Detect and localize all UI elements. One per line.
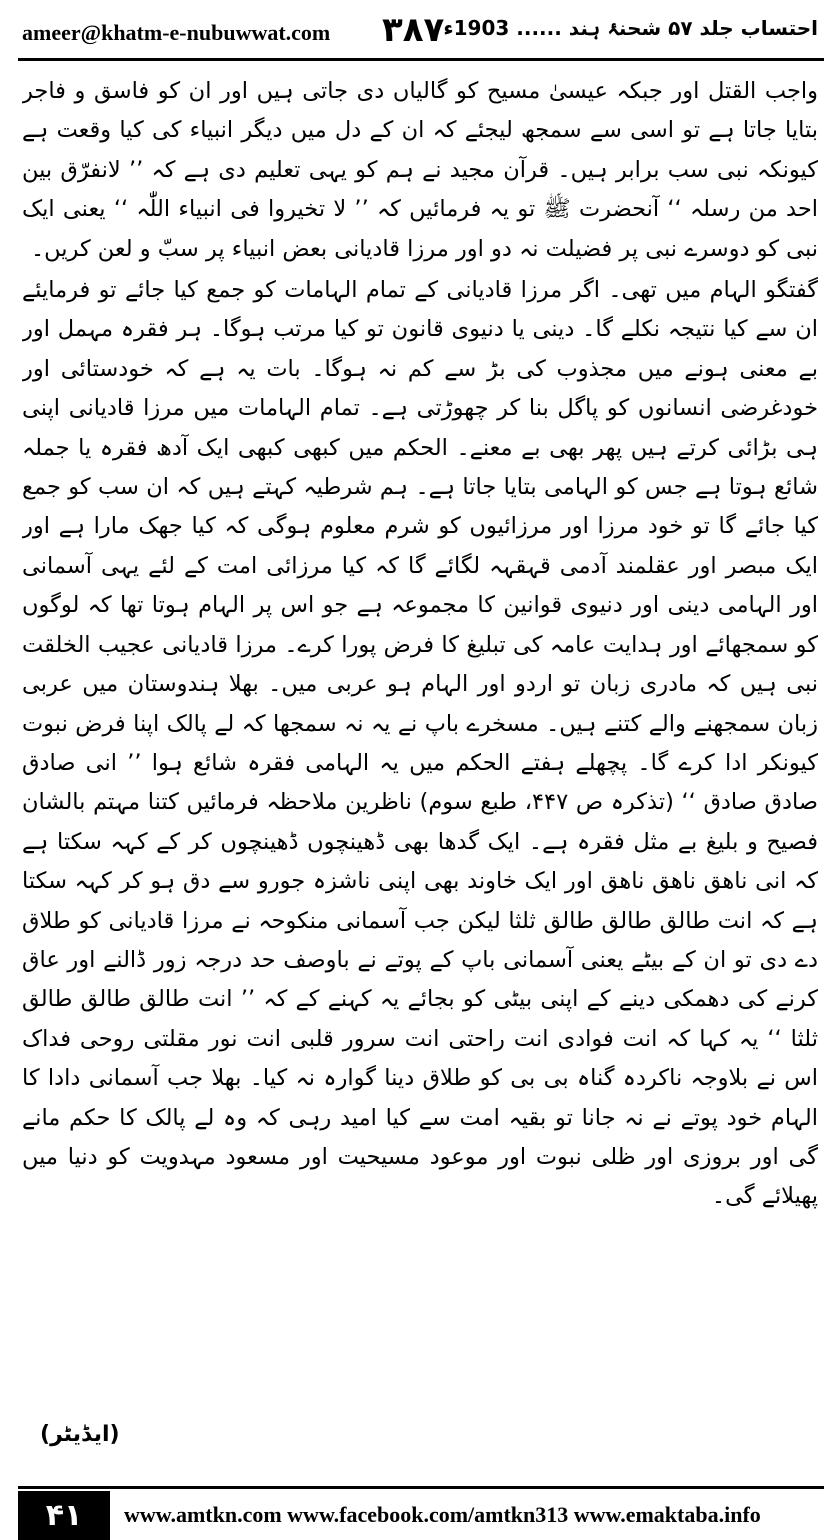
footer-page-badge: ۴۱ [18,1491,110,1540]
page-header [0,0,840,64]
footer-divider [18,1486,824,1489]
article-paragraph-2: گفتگو الہام میں تھی۔ اگر مرزا قادیانی کے تمام الہامات کو جمع کیا جائے تو فرمایئے ان سے کیا نتیجہ نکلے گا۔ دینی یا دنیوی قانون تو کیا مرتب ہوگا۔ ہر فقرہ مہمل اور بے معنی ہونے میں مجذوب کی بڑ سے کم نہ ہوگا۔ بات یہ ہے کہ خودستائی اور خودغرضی انسانوں کو پاگل بنا کر چھوڑتی ہے۔ تمام الہامات میں مرزا قادیانی اپنی ہی بڑائی کرتے ہیں پھر بھی بے معنے۔ الحکم میں کبھی کبھی ایک آدھ فقرہ یا جملہ شائع ہوتا ہے جس کو الہامی بتایا جاتا ہے۔ ہم شرطیہ کہتے ہیں کہ ان سب کو جمع کیا جائے گا تو خود مرزا اور مرزائیوں کو شرم معلوم ہوگی کہ کیا جھک مارا ہے اور ایک مبصر اور عقلمند آدمی قہقہہ لگائے گا کہ کیا مرزائی امت کے لئے یہی آسمانی اور الہامی دینی اور دنیوی قوانین کا مجموعہ ہے جو اس پر الہام ہوتا تھا کہ لوگوں کو سمجھائے اور ہدایت عامہ کی تبلیغ کا فرض پورا کرے۔ مرزا قادیانی عجیب الخلقت نبی ہیں کہ مادری زبان تو اردو اور الہام ہو عربی میں۔ بھلا ہندوستان میں عربی زبان سمجھنے والے کتنے ہیں۔ مسخرے باپ نے یہ نہ سمجھا کہ لے پالک اپنا فرض نبوت کیونکر ادا کرے گا۔ پچھلے ہفتے الحکم میں یہ الہامی فقرہ شائع ہوا ’’ انی صادق صادق صادق ‘‘ (تذکرہ ص ۴۴۷، طبع سوم) ناظرین ملاحظہ فرمائیں کتنا مہتم بالشان فصیح و بلیغ بے مثل فقرہ ہے۔ ایک گدھا بھی ڈھینچوں ڈھینچوں کر کے کہہ سکتا ہے کہ انی ناھق ناھق ناھق اور ایک خاوند بھی اپنی ناشزہ جورو سے دق ہو کر کہہ سکتا ہے کہ انت طالق طالق طالق ثلثا لیکن جب آسمانی منکوحہ نے مرزا قادیانی کو طلاق دے دی تو ان کے بیٹے یعنی آسمانی باپ کے پوتے نے باوصف حد درجہ زور ڈالنے اور عاق کرنے کی دھمکی دینے کے اپنی بیٹی کو بجائے یہ کہنے کے کہ ’’ انت طالق طالق طالق ثلثا ‘‘ یہ کہا کہ انت فوادی انت راحتی انت سرور قلبی انت نور مقلتی روحی فداک اس نے بلاوجہ ناکردہ گناہ بی بی کو طلاق دینا گوارہ نہ کیا۔ بھلا جب آسمانی دادا کا الہام خود پوتے نے نہ جانا تو بقیہ امت سے کیا امید رہی کہ وہ لے پالک کا حکم مانے گی اور بروزی اور ظلی نبوت اور موعود مسیحیت اور مسعود مہدویت کو دنیا میں پھیلائے گی۔ [22,277,818,1210]
editor-signature: (ایڈیٹر) [40,1422,120,1447]
header-journal-title: احتساب جلد ۵۷ شحنۂ ہند ...... 1903ء [443,16,818,40]
header-email[interactable]: ameer@khatm-e-nubuwwat.com [22,20,331,45]
header-divider [18,58,824,61]
article-paragraph-1: واجب القتل اور جبکہ عیسیٰ مسیح کو گالیاں دی جاتی ہیں اور ان کو فاسق و فاجر بتایا جاتا ہے تو اسی سے سمجھ لیجئے کہ ان کے دل میں دیگر انبیاء کی کیا وقعت ہے کیونکہ نبی سب برابر ہیں۔ قرآن مجید نے ہم کو یہی تعلیم دی ہے کہ ’’ لانفرّق بین احد من رسلہ ‘‘ آنحضرت ﷺ تو یہ فرمائیں کہ ’’ لا تخیروا فی انبیاء اللّٰہ ‘‘ یعنی ایک نبی کو دوسرے نبی پر فضیلت نہ دو اور مرزا قادیانی بعض انبیاء پر سبّ و لعن کریں۔ [22,78,818,262]
footer-urls[interactable]: www.amtkn.com www.facebook.com/amtkn313 www.emaktaba.info [124,1502,761,1527]
page-footer [0,1482,840,1540]
article-body [22,72,818,1442]
header-page-number: ۳۸۷ [382,10,445,50]
